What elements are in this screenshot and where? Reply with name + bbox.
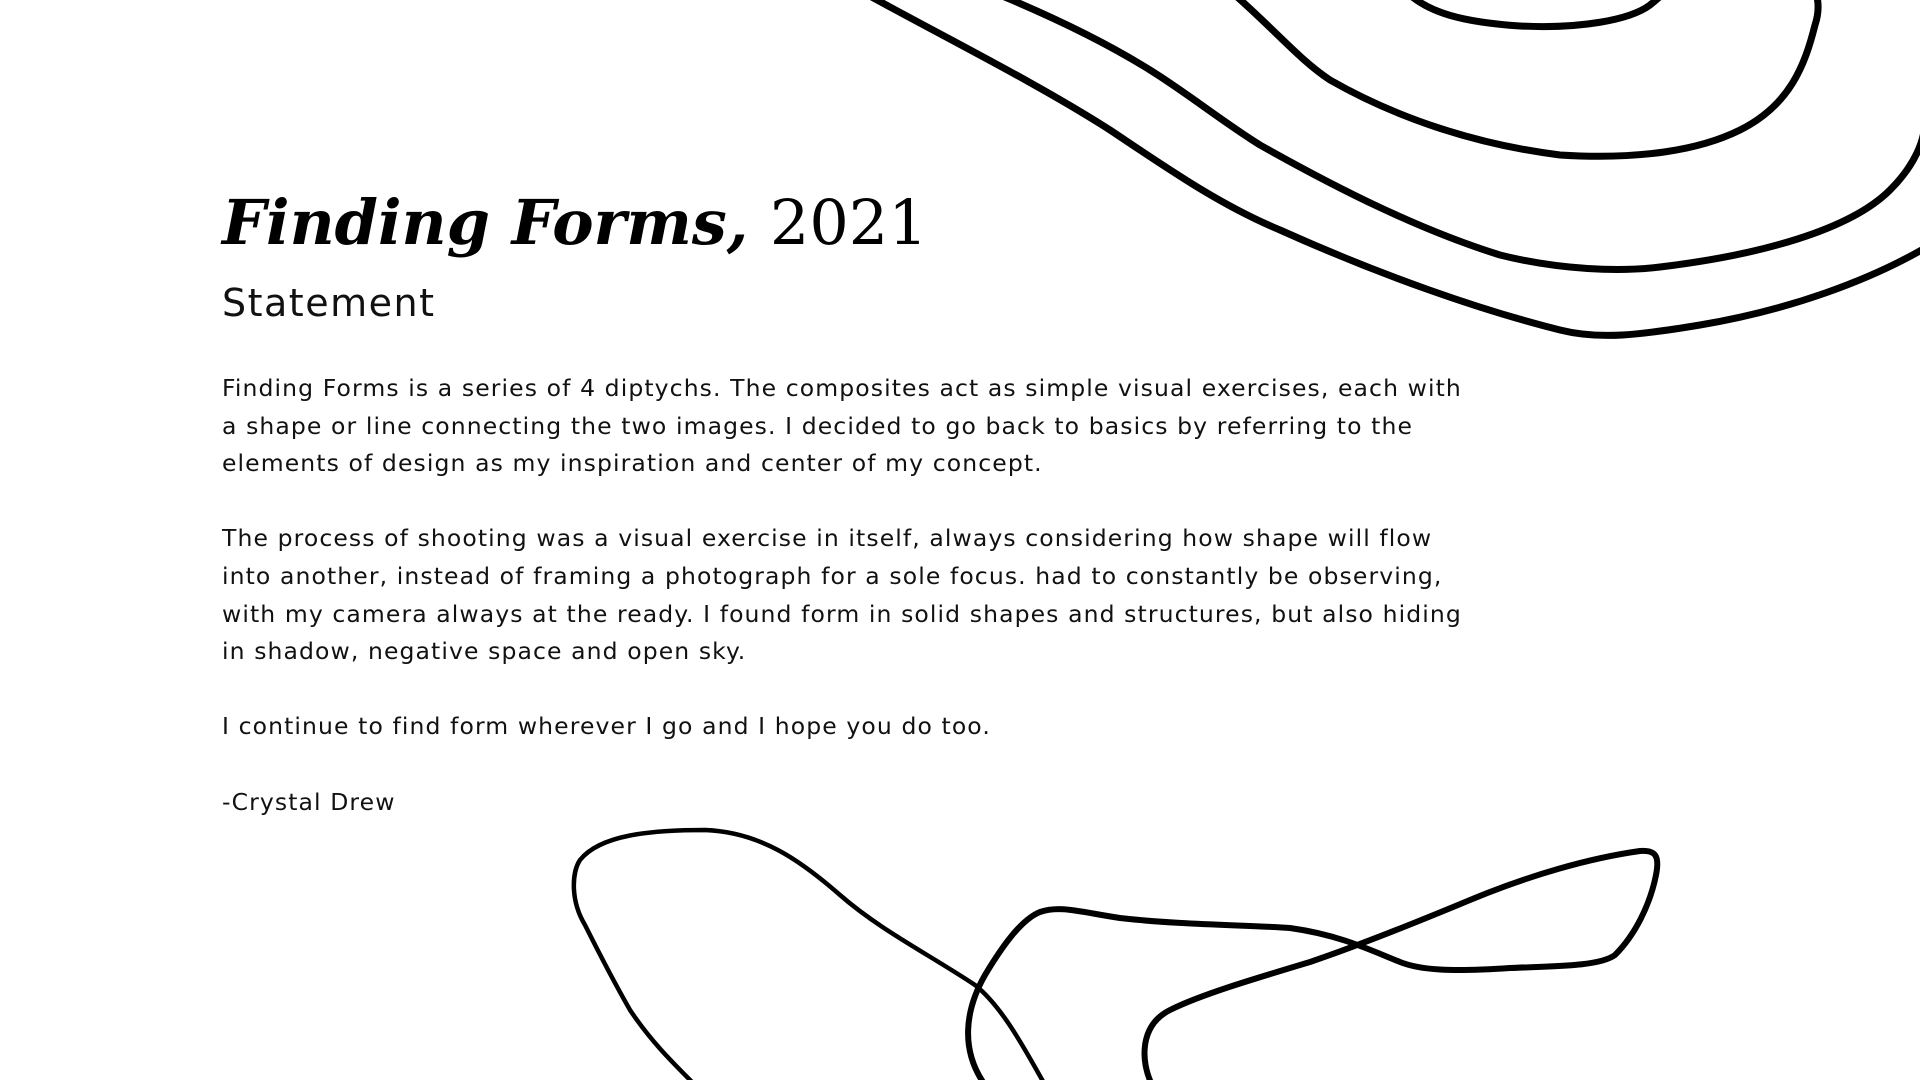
statement-body [222,370,1482,821]
page-title [222,178,1482,268]
paragraph-closing: I continue to find form wherever I go and I hope you do too. [222,712,991,741]
paragraph-process: The process of shooting was a visual exercise in itself, always considering how shape will flow into another, instead of framing a photograph for a sole focus. had to constantly be observing, with my camera always at the ready. I found form in solid shapes and structures, but also hiding in shadow, negative space and open sky. [222,524,1462,666]
title-name: Finding Forms, [222,186,749,259]
loop-line-center [968,851,1657,1080]
paragraph-intro: Finding Forms is a series of 4 diptychs. The composites act as simple visual exercises, each with a shape or line connecting the two images. I decided to go back to basics by referring to the elements of design as my inspiration and center of my concept. [222,374,1462,478]
title-year: 2021 [769,186,928,259]
contour-line-inner [1235,0,1818,156]
author-signature: -Crystal Drew [222,787,396,816]
section-subtitle: Statement [222,281,436,325]
loop-line-left [574,830,1045,1080]
contour-line-small [1410,0,1668,27]
statement-content [222,178,1482,859]
